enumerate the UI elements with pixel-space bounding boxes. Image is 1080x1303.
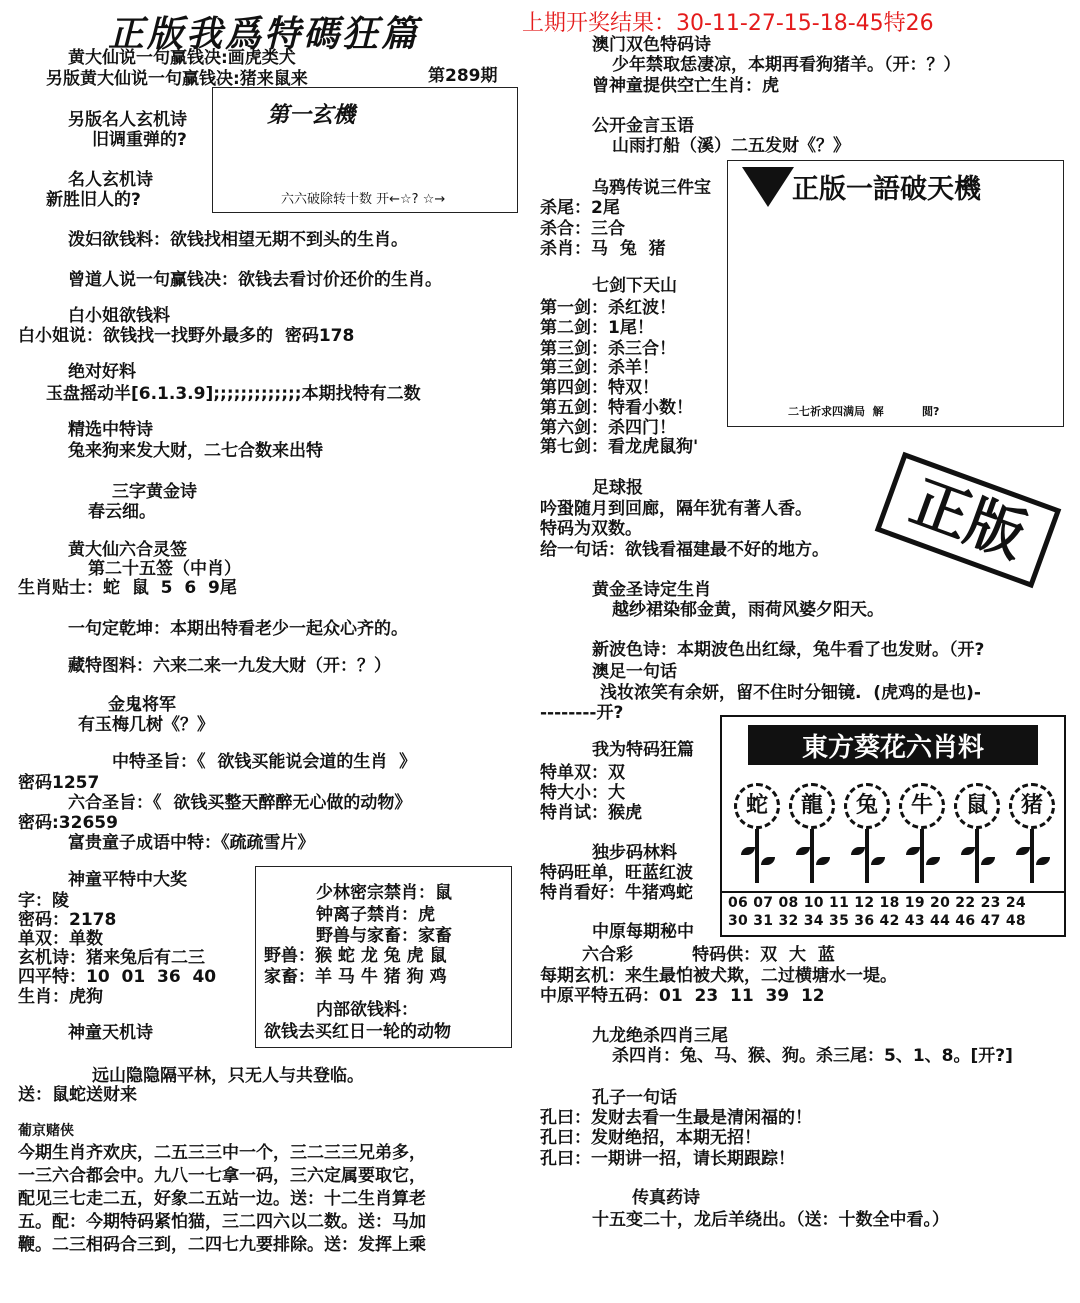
right-line: 足球报 [592,478,643,498]
left-line: 送：鼠蛇送财来 [18,1085,137,1105]
left-line: 另版名人玄机诗 [68,110,187,130]
box3-title: 正版一語破天機 [792,174,981,205]
right-line: 第三剑：杀三合！ [540,339,676,359]
right-line: 新波色诗：本期波色出红绿，兔牛看了也发财。（开? [592,640,985,660]
right-line: 黄金圣诗定生肖 [592,580,711,600]
right-line: 特肖看好：牛猪鸡蛇 [540,883,693,903]
left-line: 泼妇欲钱料：欲钱找相望无期不到头的生肖。 [68,230,408,250]
right-line: 给一句话：欲钱看福建最不好的地方。 [540,540,829,560]
left-line: 五。配：今期特码紧怕猫，三二四六以二数。送：马加 [18,1212,426,1232]
right-line: 公开金言玉语 [592,116,694,136]
left-line: 六合圣旨：《 欲钱买整天醉醉无心做的动物》 [68,793,412,813]
leaf-icon [926,857,940,865]
left-line: 有玉梅几树《？》 [78,715,214,735]
right-line: 乌鸦传说三件宝 [592,178,711,198]
sunflower-numbers-row1: 06 07 08 10 11 12 18 19 20 22 23 24 [728,895,1026,911]
leaf-icon [981,857,995,865]
box2-line: 少林密宗禁肖：鼠 [316,883,452,903]
right-line: 孔曰：发财绝招，本期无招！ [540,1128,761,1148]
leaf-icon [741,847,755,855]
right-line: 第六剑：杀四门！ [540,418,676,438]
sunflower-zodiac: 龍 [789,783,835,829]
left-line: 密码1257 [18,773,100,793]
last-result: 上期开奖结果：30-11-27-15-18-45特26 [522,11,934,36]
left-line: 黄大仙六合灵签 [68,540,187,560]
right-line: 特码旺单，旺蓝红波 [540,863,693,883]
right-line: 少年禁取恁凄凉，本期再看狗猪羊。（开：？） [612,55,961,75]
left-line: 葡京赌侠 [18,1123,74,1139]
left-line: 精选中特诗 [68,420,153,440]
left-line: 中特圣旨：《 欲钱买能说会道的生肖 》 [112,752,417,772]
box-first-mystery [212,87,518,213]
box2-line: 内部欲钱料： [316,1000,418,1020]
right-line: 澳足一句话 [592,662,677,682]
right-line: 孔曰：发财去看一生最是清闲福的！ [540,1108,812,1128]
leaf-icon [1036,857,1050,865]
zhengban-stamp: 正版 [875,452,1062,588]
box2-line: 野兽：猴 蛇 龙 兔 虎 鼠 [264,946,447,966]
box2-line: 家畜：羊 马 牛 猪 狗 鸡 [264,967,447,987]
left-line: 密码:32659 [18,813,118,833]
right-line: 中原平特五码：01 23 11 39 12 [540,986,825,1006]
leaf-icon [796,847,810,855]
right-line: 杀合：三合 [540,219,625,239]
right-line: 独步码林料 [592,843,677,863]
left-line: 单双：单数 [18,929,103,949]
right-line: 我为特码狂篇 [592,740,694,760]
left-line: 鞭。二三相码合三到，二四七九要排除。送：发挥上乘 [18,1235,426,1255]
right-line: 传真药诗 [632,1188,700,1208]
left-line: 生肖贴士：蛇 鼠 5 6 9尾 [18,578,237,598]
left-line: 富贵童子成语中特：《疏疏雪片》 [68,833,315,853]
left-line: 四平特：10 01 36 40 [18,967,217,987]
right-line: 十五变二十，龙后羊绕出。（送：十数全中看。） [592,1210,949,1230]
left-line: 远山隐隐隔平林，只无人与共登临。 [92,1066,364,1086]
left-line: 白小姐欲钱料 [68,306,170,326]
flower-stem [920,829,924,883]
diamond-icon [742,167,794,207]
flower-stem [810,829,814,883]
sunflower-numbers-row2: 30 31 32 34 35 36 42 43 44 46 47 48 [728,913,1026,929]
right-line: 特码为双数。 [540,519,642,539]
right-line: 孔曰：一期讲一招，请长期跟踪！ [540,1149,795,1169]
box2-line: 欲钱去买红日一轮的动物 [264,1022,451,1042]
right-line: 越纱裙染郁金黄，雨荷风婆夕阳天。 [612,600,884,620]
left-line: 兔来狗来发大财，二七合数来出特 [68,441,323,461]
sunflower-box [720,715,1066,937]
sunflower-divider [722,891,1064,893]
flower-stem [755,829,759,883]
sunflower-zodiac: 猪 [1009,783,1055,829]
right-line: 山雨打船（溪）二五发财《？》 [612,136,850,156]
sunflower-zodiac: 牛 [899,783,945,829]
right-line: --------开? [540,703,624,723]
right-line: 七剑下天山 [592,276,677,296]
left-line: 三字黄金诗 [112,482,197,502]
box2-line: 野兽与家畜：家畜 [316,926,452,946]
box2-line: 钟离子禁肖：虎 [316,905,435,925]
leaf-icon [906,847,920,855]
issue-number: 第289期 [428,66,498,86]
left-line: 密码：2178 [18,910,117,930]
leaf-icon [961,847,975,855]
left-line: 绝对好料 [68,362,136,382]
box1-title: 第一玄機 [267,103,356,128]
left-line: 黄大仙说一句赢钱决:画虎类犬 [68,48,296,68]
box-shaolin [255,866,512,1048]
leaf-icon [1016,847,1030,855]
left-line: 第二十五签（中肖） [88,559,241,579]
left-line: 曾道人说一句赢钱决：欲钱去看讨价还价的生肖。 [68,270,442,290]
left-line: 一句定乾坤：本期出特看老少一起众心齐的。 [68,619,408,639]
left-line: 另版黄大仙说一句赢钱决:猪来鼠来 [46,69,308,89]
left-line: 神童天机诗 [68,1023,153,1043]
right-line: 吟蛩随月到回廊，隔年犹有著人香。 [540,499,812,519]
right-line: 杀四肖：兔、马、猴、狗。杀三尾：5、1、8。[开?] [612,1046,1013,1066]
box3-footer: 二七祈求四满局 解 閲? [788,405,940,418]
left-line: 春云细。 [88,502,156,522]
left-line: 生肖：虎狗 [18,987,103,1007]
flower-stem [1030,829,1034,883]
left-line: 配见三七走二五，好象二五站一边。送：十二生肖算老 [18,1189,426,1209]
box-one-word [727,160,1064,427]
left-line: 金鬼将军 [108,695,176,715]
left-line: 藏特图料：六来二来一九发大财（开：？） [68,656,391,676]
right-line: 第五剑：特看小数！ [540,398,693,418]
right-line: 每期玄机：来生最怕被犬欺，二过横塘水一堤。 [540,966,897,986]
right-line: 第二剑：1尾！ [540,318,654,338]
sunflower-zodiac: 鼠 [954,783,1000,829]
left-line: 玄机诗：猪来兔后有二三 [18,948,205,968]
right-line: 澳门双色特码诗 [592,35,711,55]
right-line: 第一剑：杀红波！ [540,298,676,318]
right-line: 第七剑：看龙虎鼠狗' [540,437,699,457]
page-title: 正版我爲特碼狂篇 [108,13,421,55]
sunflower-zodiac: 蛇 [734,783,780,829]
left-line: 旧调重弹的? [92,130,187,150]
left-line: 白小姐说：欲钱找一找野外最多的 密码178 [18,326,355,346]
left-line: 神童平特中大奖 [68,870,187,890]
right-line: 特大小：大 [540,783,625,803]
left-line: 玉盘摇动半[6.1.3.9];;;;;;;;;;;;;本期找特有二数 [46,384,421,404]
leaf-icon [871,857,885,865]
flower-stem [975,829,979,883]
sunflower-zodiac: 兔 [844,783,890,829]
box1-footer: 六六破除转十数 开←☆? ☆→ [281,192,446,207]
leaf-icon [761,857,775,865]
right-line: 特单双：双 [540,763,625,783]
flower-stem [865,829,869,883]
sunflower-title: 東方葵花六肖料 [801,733,984,763]
right-line: 第三剑：杀羊！ [540,358,659,378]
right-line: 第四剑：特双！ [540,378,659,398]
leaf-icon [816,857,830,865]
left-line: 今期生肖齐欢庆，二五三三中一个，三二三三兄弟多， [18,1143,426,1163]
right-line: 孔子一句话 [592,1088,677,1108]
right-line: 九龙绝杀四肖三尾 [592,1026,728,1046]
right-line: 六合彩 特码供：双 大 蓝 [582,945,835,965]
right-line: 特肖试：猴虎 [540,803,642,823]
right-line: 中原每期秘中 [592,922,694,942]
leaf-icon [851,847,865,855]
right-line: 杀尾：2尾 [540,198,620,218]
left-line: 字：陵 [18,891,69,911]
left-line: 名人玄机诗 [68,170,153,190]
left-line: 新胜旧人的? [46,190,141,210]
right-line: 浅妆浓笑有余妍，留不住时分钿镜. (虎鸡的是也)- [600,683,981,703]
right-line: 曾神童提供空亡生肖：虎 [592,76,779,96]
right-line: 杀肖：马 兔 猪 [540,239,666,259]
left-line: 一三六合都会中。九八一七拿一码，三六定属要取它， [18,1166,426,1186]
